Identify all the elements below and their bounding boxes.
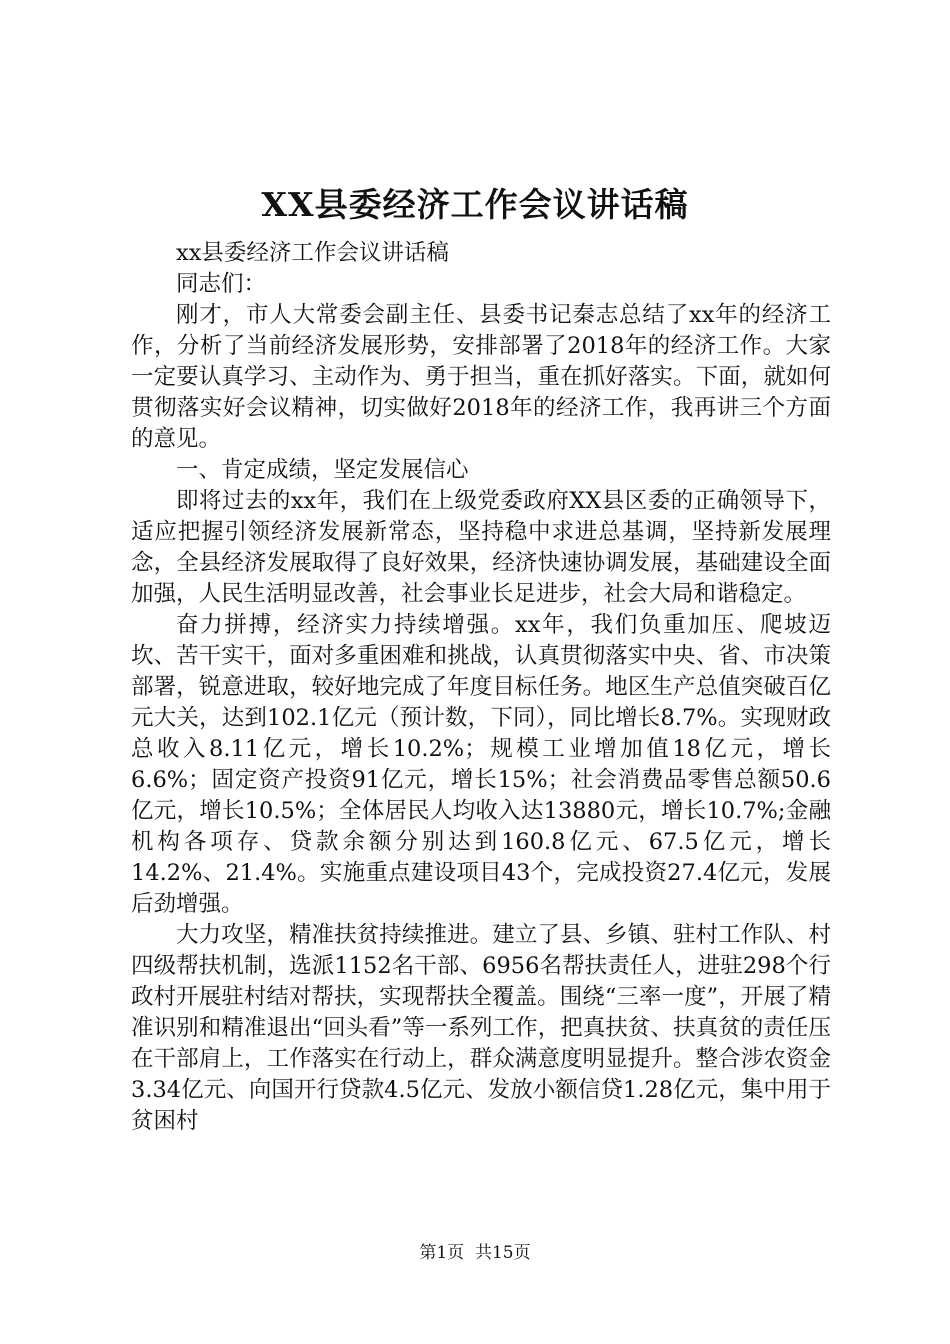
paragraph-achievements: 即将过去的xx年，我们在上级党委政府XX县区委的正确领导下，适应把握引领经济发展新常态，坚持稳中求进总基调，坚持新发展理念，全县经济发展取得了良好效果，经济快速协调发展，基础建设全面加强，人民生活明显改善，社会事业长足进步，社会大局和谐稳定。 [131, 488, 831, 607]
document-body [131, 238, 831, 1137]
section-heading-1: 一、肯定成绩，坚定发展信心 [176, 457, 469, 483]
paragraph-economy: 奋力拼搏，经济实力持续增强。xx年，我们负重加压、爬坡迈坎、苦干实干，面对多重困难和挑战，认真贯彻落实中央、省、市决策部署，锐意进取，较好地完成了年度目标任务。地区生产总值突破百亿元大关，达到102.1亿元（预计数，下同），同比增长8.7%。实现财政总收入8.11亿元，增长10.2%；规模工业增加值18亿元，增长6.6%；固定资产投资91亿元，增长15%；社会消费品零售总额50.6亿元，增长10.5%；全体居民人均收入达13880元，增长10.7%;金融机构各项存、贷款余额分别达到160.8亿元、67.5亿元，增长14.2%、21.4%。实施重点建设项目43个，完成投资27.4亿元，发展后劲增强。 [131, 612, 831, 917]
paragraph-subtitle: xx县委经济工作会议讲话稿 [176, 240, 449, 266]
page-footer [0, 1241, 950, 1265]
page-number: 第1页 共15页 [419, 1243, 531, 1263]
paragraph-salutation: 同志们： [176, 271, 267, 297]
document-title: XX县委经济工作会议讲话稿 [261, 185, 689, 224]
paragraph-poverty: 大力攻坚，精准扶贫持续推进。建立了县、乡镇、驻村工作队、村四级帮扶机制，选派1152名干部、6956名帮扶责任人，进驻298个行政村开展驻村结对帮扶，实现帮扶全覆盖。围绕“三率一度”，开展了精准识别和精准退出“回头看”等一系列工作，把真扶贫、扶真贫的责任压在干部肩上，工作落实在行动上，群众满意度明显提升。整合涉农资金3.34亿元、向国开行贷款4.5亿元、发放小额信贷1.28亿元，集中用于贫困村 [131, 922, 831, 1134]
paragraph-intro: 刚才，市人大常委会副主任、县委书记秦志总结了xx年的经济工作，分析了当前经济发展形势，安排部署了2018年的经济工作。大家一定要认真学习、主动作为、勇于担当，重在抓好落实。下面，就如何贯彻落实好会议精神，切实做好2018年的经济工作，我再讲三个方面的意见。 [131, 302, 831, 452]
